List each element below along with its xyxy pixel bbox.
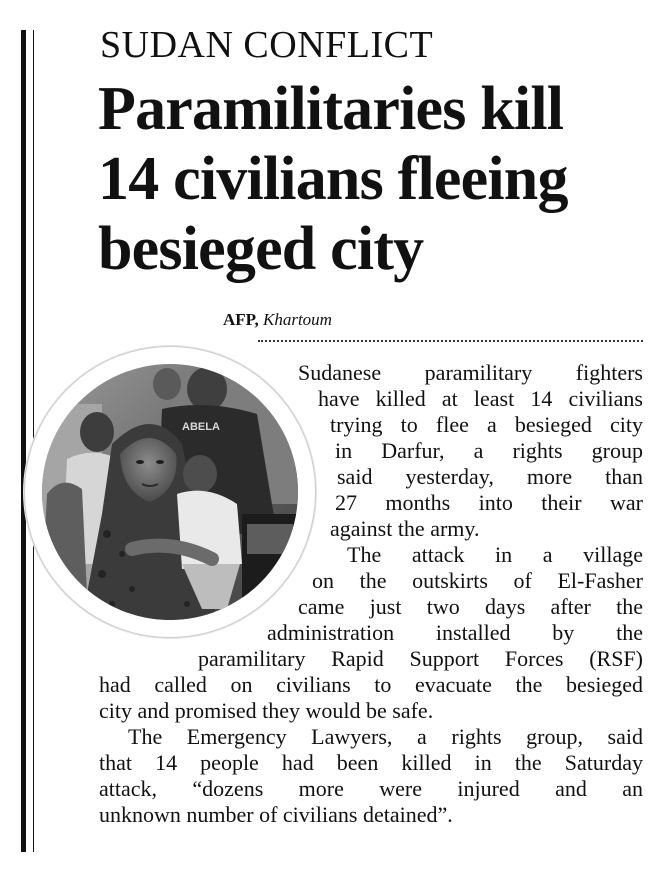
headline-line-3: besieged city — [98, 215, 424, 283]
body-line: trying to flee a besieged city — [330, 412, 643, 437]
byline-place: Khartoum — [263, 310, 332, 329]
headline — [98, 74, 648, 284]
body-line: on the outskirts of El-Fasher — [312, 568, 643, 593]
body-line: have killed at least 14 civilians — [318, 386, 643, 411]
byline — [223, 309, 332, 331]
body-line: had called on civilians to evacuate the besieged — [99, 672, 643, 697]
body-line: Sudanese paramilitary fighters — [298, 360, 643, 385]
news-photo — [42, 364, 298, 620]
body-line: The Emergency Lawyers, a rights group, said — [128, 724, 643, 749]
body-line: 27 months into their war — [335, 490, 643, 515]
dotted-divider — [258, 340, 643, 342]
body-line: attack, “dozens more were injured and an — [99, 776, 643, 801]
body-line: administration installed by the — [267, 620, 643, 645]
section-kicker: SUDAN CONFLICT — [100, 24, 434, 66]
body-line: unknown number of civilians detained”. — [99, 802, 453, 827]
body-line: came just two days after the — [298, 594, 643, 619]
body-line: said yesterday, more than — [337, 464, 643, 489]
body-line: in Darfur, a rights group — [335, 438, 643, 463]
body-line: paramilitary Rapid Support Forces (RSF) — [198, 646, 643, 671]
headline-line-1: Paramilitaries kill — [98, 75, 564, 143]
shirt-text: ABELA — [182, 421, 220, 433]
left-thick-rule — [21, 30, 26, 852]
body-line: city and promised they would be safe. — [99, 698, 434, 723]
body-line: The attack in a village — [347, 542, 643, 567]
byline-agency: AFP, — [223, 310, 259, 329]
headline-line-2: 14 civilians fleeing — [98, 145, 568, 213]
body-line: against the army. — [330, 516, 480, 541]
body-line: that 14 people had been killed in the Saturday — [99, 750, 643, 775]
